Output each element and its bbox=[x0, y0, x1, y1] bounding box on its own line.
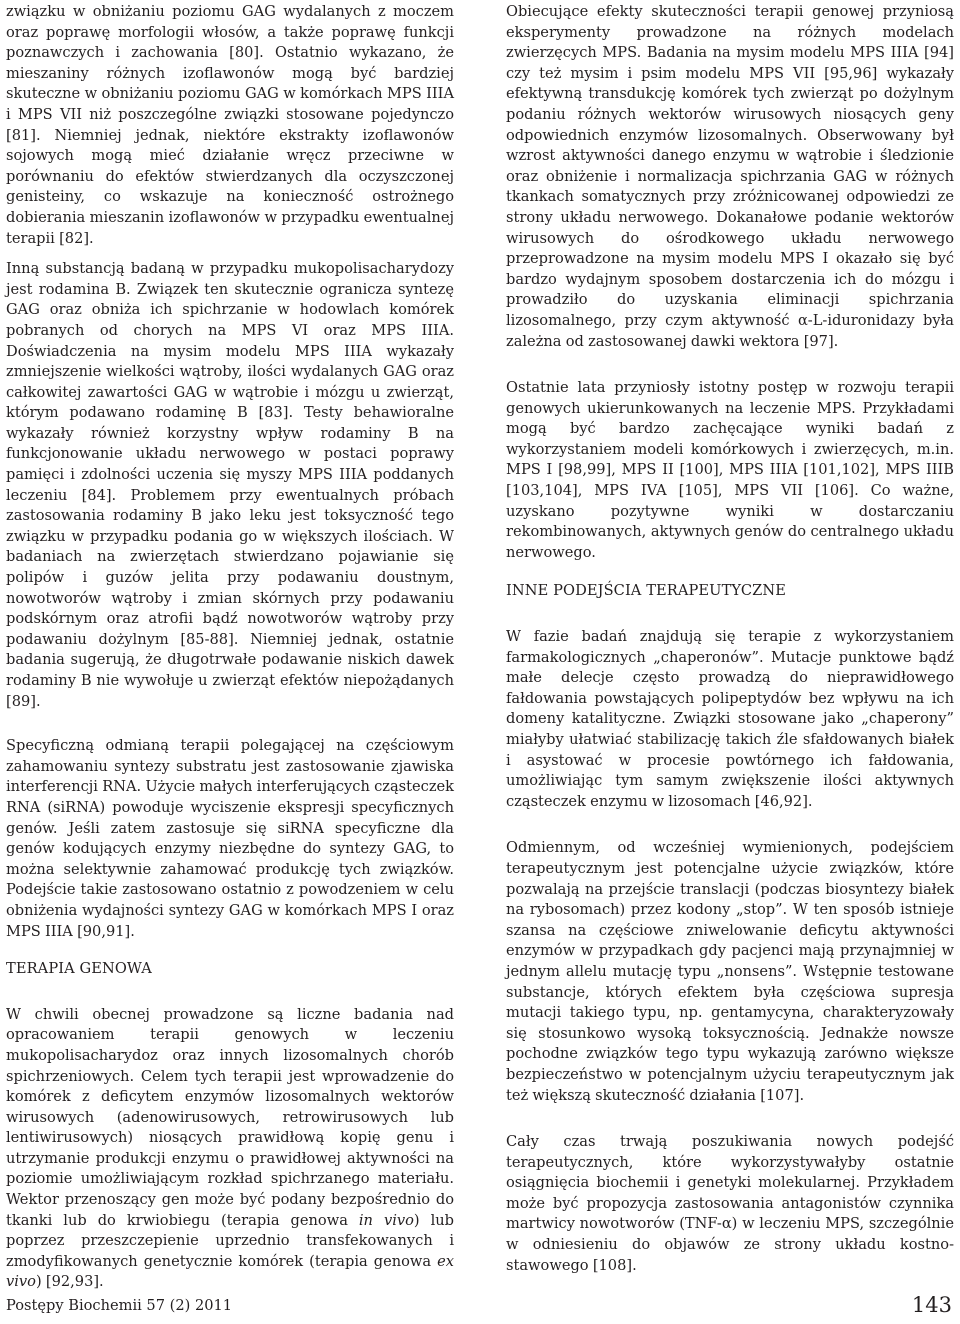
section-heading-other-approaches: INNE PODEJŚCIA TERAPEUTYCZNE bbox=[506, 582, 787, 600]
paragraph-gene-therapy-text-c: ) [92,93]. bbox=[35, 1273, 104, 1291]
paragraph-recent-progress: Ostatnie lata przyniosły istotny postęp w rozwoju terapii genowych ukierunkowanych na leczenie MPS. Przykładami mogą być bardzo zachęcające wyniki badań z wykorzystaniem modeli komórkowych i zwierzęcych, m.in. MPS I [98,99], MPS II [100], MPS IIIA [101,102], MPS IIIB [103,104], MPS IVA [105], MPS VII [106]. Co ważne, uzyskano pozytywne wyniki w dostarczaniu rekombinowanych, aktywnych genów do centralnego układu nerwowego. bbox=[506, 379, 954, 561]
paragraph-rna-interference: Specyficzną odmianą terapii polegającej na częściowym zahamowaniu syntezy substratu jest zastosowanie zjawiska interferencji RNA. Użycie małych interferujących cząsteczek RNA (siRNA) powoduje wyciszenie ekspresji specyficznych genów. Jeśli zatem zastosuje się siRNA specyficzne dla genów kodujących enzymy niezbędne do syntezy GAG, to można selektywnie zahamować produkcję tych związków. Podejście takie zastosowano ostatnio z powodzeniem w celu obniżenia wydajności syntezy GAG w komórkach MPS I oraz MPS IIIA [90,91]. bbox=[6, 737, 454, 940]
section-heading-gene-therapy: TERAPIA GENOWA bbox=[6, 960, 152, 978]
paragraph-tnf-antagonists: Cały czas trwają poszukiwania nowych podejść terapeutycznych, które wykorzystywałyby ostatnie osiągnięcia biochemii i genetyki molekularnej. Przykładem może być propozycja zastosowania antagonistów czynnika martwicy nowotworów (TNF-α) w leczeniu MPS, szczególnie w odniesieniu do objawów ze strony układu kostno-stawowego [108]. bbox=[506, 1133, 954, 1274]
paragraph-gene-therapy bbox=[6, 1005, 454, 1293]
paragraph-rhodamine-b: Inną substancją badaną w przypadku mukopolisacharydozy jest rodamina B. Związek ten skutecznie ogranicza syntezę GAG oraz obniża ich spichrzanie w hodowlach komórek pobranych od chorych na MPS VI oraz MPS IIIA. Doświadczenia na mysim modelu MPS IIIA wykazały zmniejszenie wielkości wątroby, ilości wydalanych GAG oraz całkowitej zawartości GAG w wątrobie i mózgu u zwierząt, którym podawano rodaminę B [83]. Testy behawioralne wykazały również korzystny wpływ rodaminy B na funkcjonowanie układu nerwowego w postaci poprawy pamięci i zdolności uczenia się myszy MPS IIIA poddanych leczeniu [84]. Problemem przy ewentualnych próbach zastosowania rodaminy B jako leku jest toksyczność tego związku w przypadku podania go w większych ilościach. W badaniach na zwierzętach stwierdzano pojawianie się polipów i guzów jelita przy podawaniu doustnym, nowotworów wątroby i zmian skórnych przy podawaniu podskórnym oraz atrofii bądź nowotworów wątroby przy podawaniu dożylnym [85-88]. Niemniej jednak, ostatnie badania sugerują, że długotrwałe podawanie niskich dawek rodaminy B nie wywołuje u zwierząt efektów niepożądanych [89]. bbox=[6, 260, 454, 710]
paragraph-isoflavones: związku w obniżaniu poziomu GAG wydalanych z moczem oraz poprawę morfologii włosów, a także poprawę funkcji poznawczych i zachowania [80]. Ostatnio wykazano, że mieszaniny różnych izoflawonów mogą być bardziej skuteczne w obniżaniu poziomu GAG w komórkach MPS IIIA i MPS VII niż poszczególne związki stosowane pojedynczo [81]. Niemniej jednak, niektóre ekstrakty izoflawonów sojowych mogą mieć działanie wręcz przeciwne w porównaniu do efektów stwierdzanych dla oczyszczonej genisteiny, co wskazuje na konieczność ostrożnego dobierania mieszanin izoflawonów w przypadku ewentualnej terapii [82]. bbox=[6, 3, 454, 247]
in-vivo-term: in vivo bbox=[358, 1211, 414, 1229]
right-column bbox=[506, 0, 954, 1276]
left-column bbox=[6, 0, 454, 1293]
page-number: 143 bbox=[911, 1293, 952, 1317]
paragraph-stop-codons: Odmiennym, od wcześniej wymienionych, podejściem terapeutycznym jest potencjalne użycie związków, które pozwalają na przejście translacji (podczas biosyntezy białek na rybosomach) przez kodony „stop”. W ten sposób istnieje szansa na częściowe zniwelowanie deficytu aktywności enzymów w przypadkach gdy pacjenci mają przynajmniej w jednym allelu mutację typu „nonsens”. Wstępnie testowane substancje, których efektem była częściowa supresja mutacji takiego typu, np. gentamycyna, charakteryzowały się stosunkowo wysoką toksycznością. Jednakże nowsze pochodne związków tego typu wykazują zarówno większe bezpieczeństwo w potencjalnym użyciu terapeutycznym jak też większą skuteczność działania [107]. bbox=[506, 839, 954, 1104]
ex-vivo-term: ex vivo bbox=[6, 1252, 454, 1291]
paragraph-animal-models: Obiecujące efekty skuteczności terapii genowej przyniosą eksperymenty prowadzone na różnych modelach zwierzęcych MPS. Badania na mysim modelu MPS IIIA [94] czy też mysim i psim modelu MPS VII [95,96] wykazały efektywną transdukcję komórek tych zwierząt po dożylnym podaniu różnych wektorów wirusowych niosących geny odpowiednich enzymów lizosomalnych. Obserwowany był wzrost aktywności danego enzymu w wątrobie i śledzionie oraz obniżenie i normalizacja spichrzania GAG w różnych tkankach somatycznych przy zróżnicowanej odpowiedzi ze strony układu nerwowego. Dokanałowe podanie wektorów wirusowych do ośrodkowego układu nerwowego przeprowadzone na mysim modelu MPS I okazało się być bardzo wydajnym sposobem dostarczenia ich do mózgu i prowadziło do uzyskania eliminacji spichrzania lizosomalnego, przy czym aktywność α-L-iduronidazy była zależna od zastosowanej dawki wektora [97]. bbox=[506, 3, 954, 350]
paragraph-chaperones: W fazie badań znajdują się terapie z wykorzystaniem farmakologicznych „chaperonów”. Mutacje punktowe bądź małe delecje często prowadzą do nieprawidłowego fałdowania powstających polipeptydów bez wpływu na ich domeny katalityczne. Związki stosowane jako „chaperony” miałyby ułatwiać stabilizację takich źle sfałdowanych białek i asystować w procesie powtórnego ich fałdowania, umożliwiając tym samym zwiększenie ilości aktywnych cząsteczek enzymu w lizosomach [46,92]. bbox=[506, 628, 954, 810]
paragraph-gene-therapy-text-b: ) lub poprzez przeszczepienie uprzednio transfekowanych i zmodyfikowanych genetycznie komórek (terapia genowa bbox=[6, 1211, 454, 1270]
journal-citation: Postępy Biochemii 57 (2) 2011 bbox=[6, 1297, 233, 1314]
paragraph-gene-therapy-text-a: W chwili obecnej prowadzone są liczne badania nad opracowaniem terapii genowych w leczeniu mukopolisacharydoz oraz innych lizosomalnych chorób spichrzeniowych. Celem tych terapii jest wprowadzenie do komórek z deficytem enzymów lizosomalnych wektorów wirusowych (adenowirusowych, retrowirusowych lub lentiwirusowych) niosących prawidłową kopię genu i utrzymanie produkcji enzymu o prawidłowej aktywności na poziomie umożliwiającym rozkład spichrzanego materiału. Wektor przenoszący gen może być podany bezpośrednio do tkanki lub do krwiobiegu (terapia genowa bbox=[6, 1005, 454, 1229]
